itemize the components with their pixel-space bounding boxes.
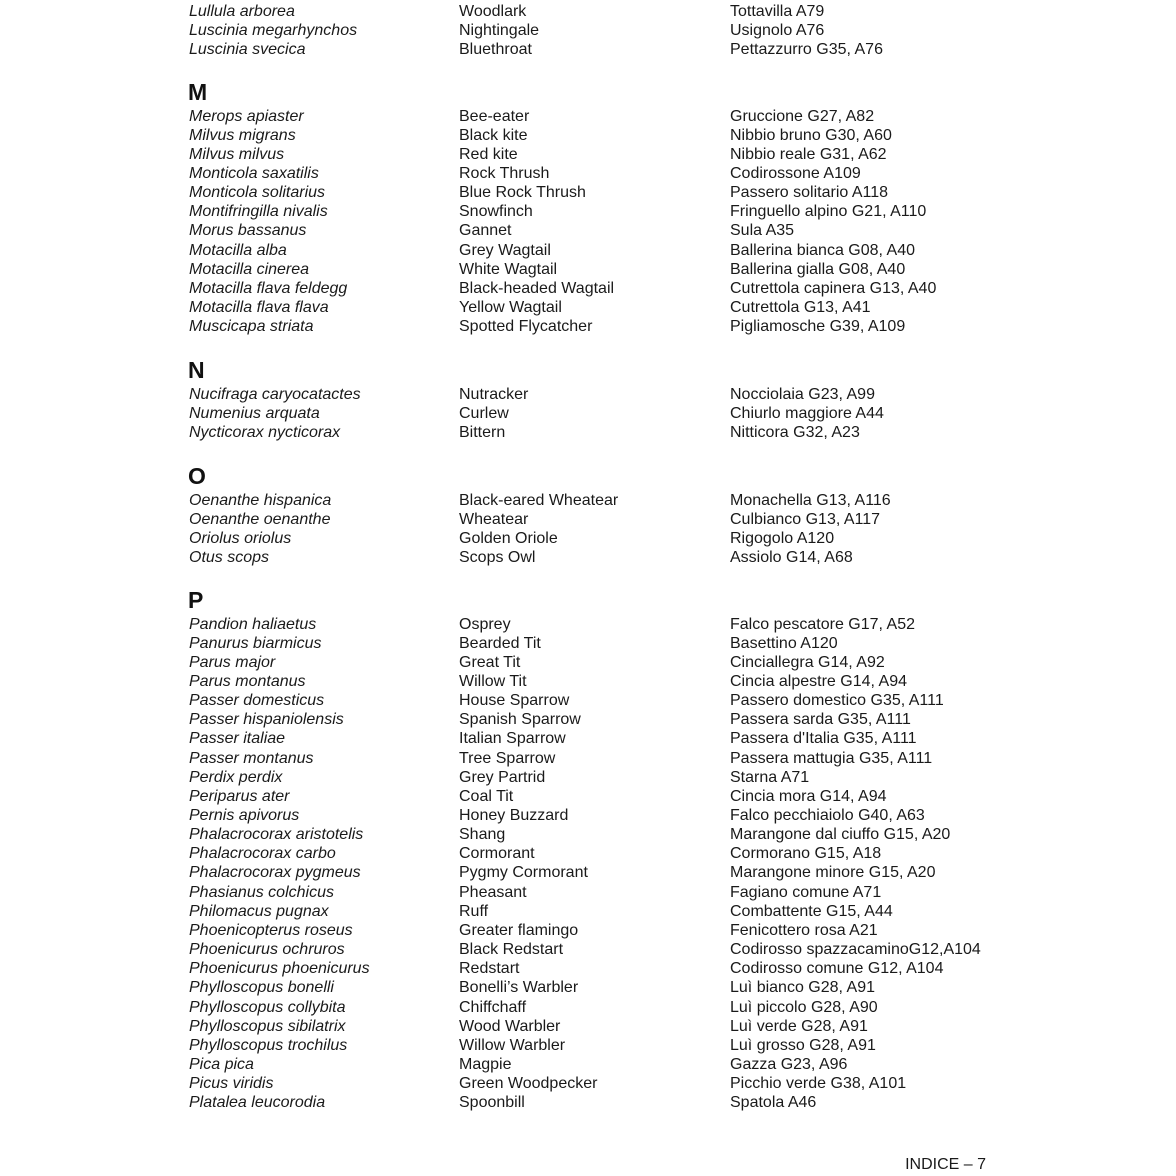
scientific-name: Platalea leucorodia: [189, 1094, 326, 1112]
scientific-name: Oenanthe hispanica: [189, 491, 332, 509]
english-name: Bearded Tit: [459, 634, 541, 652]
italian-name-ref: Nibbio bruno G30, A60: [730, 126, 892, 144]
scientific-name: Luscinia svecica: [189, 40, 306, 58]
italian-name-ref: Sula A35: [730, 222, 795, 240]
index-row: [0, 2, 1176, 21]
scientific-name: Phylloscopus sibilatrix: [189, 1017, 346, 1035]
index-row: [0, 404, 1176, 423]
index-row: [0, 806, 1176, 825]
english-name: Willow Tit: [459, 672, 527, 690]
index-row: [0, 202, 1176, 221]
index-row: [0, 1017, 1176, 1036]
english-name: Curlew: [459, 404, 509, 422]
index-row: [0, 126, 1176, 145]
index-row: [0, 863, 1176, 882]
scientific-name: Phylloscopus bonelli: [189, 979, 334, 997]
english-name: Bee-eater: [459, 107, 530, 125]
section-letter: P: [188, 587, 204, 613]
italian-name-ref: Marangone dal ciuffo G15, A20: [730, 826, 951, 844]
english-name: Pygmy Cormorant: [459, 864, 588, 882]
scientific-name: Phoenicurus phoenicurus: [189, 960, 370, 978]
italian-name-ref: Monachella G13, A116: [730, 491, 891, 509]
index-row: [0, 164, 1176, 183]
english-name: Chiffchaff: [459, 998, 527, 1016]
italian-name-ref: Luì bianco G28, A91: [730, 979, 875, 997]
italian-name-ref: Starna A71: [730, 768, 810, 786]
scientific-name: Panurus biarmicus: [189, 634, 322, 652]
italian-name-ref: Assiolo G14, A68: [730, 548, 853, 566]
index-row: [0, 221, 1176, 240]
scientific-name: Nycticorax nycticorax: [189, 423, 341, 441]
index-row: [0, 423, 1176, 442]
index-row: [0, 385, 1176, 404]
italian-name-ref: Luì verde G28, A91: [730, 1017, 868, 1035]
italian-name-ref: Chiurlo maggiore A44: [730, 404, 884, 422]
italian-name-ref: Tottavilla A79: [730, 2, 825, 20]
italian-name-ref: Passera d'Italia G35, A111: [730, 730, 917, 748]
scientific-name: Montifringilla nivalis: [189, 203, 328, 221]
italian-name-ref: Marangone minore G15, A20: [730, 864, 936, 882]
english-name: Spanish Sparrow: [459, 711, 581, 729]
scientific-name: Lullula arborea: [189, 2, 295, 20]
italian-name-ref: Codirosso comune G12, A104: [730, 960, 944, 978]
scientific-name: Picus viridis: [189, 1075, 274, 1093]
section-letter: N: [188, 357, 205, 383]
index-row: [0, 729, 1176, 748]
index-row: [0, 279, 1176, 298]
scientific-name: Oenanthe oenanthe: [189, 510, 331, 528]
scientific-name: Nucifraga caryocatactes: [189, 385, 361, 403]
english-name: Osprey: [459, 615, 511, 633]
italian-name-ref: Nocciolaia G23, A99: [730, 385, 875, 403]
english-name: Redstart: [459, 960, 520, 978]
index-row: [0, 959, 1176, 978]
english-name: Black-eared Wheatear: [459, 491, 619, 509]
italian-name-ref: Cincia alpestre G14, A94: [730, 672, 907, 690]
english-name: Tree Sparrow: [459, 749, 556, 767]
scientific-name: Oriolus oriolus: [189, 529, 292, 547]
italian-name-ref: Cutrettola capinera G13, A40: [730, 279, 937, 297]
scientific-name: Passer domesticus: [189, 692, 325, 710]
index-row: [0, 672, 1176, 691]
scientific-name: Phoenicurus ochruros: [189, 941, 345, 959]
index-row: [0, 998, 1176, 1017]
english-name: Coal Tit: [459, 787, 514, 805]
index-row: [0, 749, 1176, 768]
italian-name-ref: Nitticora G32, A23: [730, 423, 860, 441]
scientific-name: Phylloscopus trochilus: [189, 1036, 348, 1054]
scientific-name: Philomacus pugnax: [189, 902, 329, 920]
english-name: Woodlark: [459, 2, 527, 20]
index-row: [0, 768, 1176, 787]
english-name: Scops Owl: [459, 548, 536, 566]
italian-name-ref: Codirosso spazzacaminoG12,A104: [730, 941, 981, 959]
scientific-name: Phasianus colchicus: [189, 883, 334, 901]
english-name: Grey Partrid: [459, 768, 546, 786]
english-name: Magpie: [459, 1055, 512, 1073]
scientific-name: Milvus milvus: [189, 145, 285, 163]
index-row: [0, 107, 1176, 126]
italian-name-ref: Cormorano G15, A18: [730, 845, 882, 863]
index-row: [0, 902, 1176, 921]
english-name: Bonelli’s Warbler: [459, 979, 579, 997]
index-row: [0, 1093, 1176, 1112]
english-name: Pheasant: [459, 883, 527, 901]
italian-name-ref: Picchio verde G38, A101: [730, 1075, 907, 1093]
english-name: Black Redstart: [459, 941, 564, 959]
italian-name-ref: Cinciallegra G14, A92: [730, 653, 885, 671]
english-name: Gannet: [459, 222, 512, 240]
scientific-name: Phalacrocorax aristotelis: [189, 826, 364, 844]
italian-name-ref: Passero solitario A118: [730, 184, 889, 202]
index-row: [0, 921, 1176, 940]
scientific-name: Pandion haliaetus: [189, 615, 317, 633]
scientific-name: Motacilla flava feldegg: [189, 279, 348, 297]
italian-name-ref: Fenicottero rosa A21: [730, 921, 878, 939]
index-row: [0, 145, 1176, 164]
index-row: [0, 40, 1176, 59]
english-name: Snowfinch: [459, 203, 533, 221]
italian-name-ref: Combattente G15, A44: [730, 902, 893, 920]
italian-name-ref: Falco pecchiaiolo G40, A63: [730, 807, 925, 824]
scientific-name: Perdix perdix: [189, 768, 283, 786]
index-row: [0, 21, 1176, 40]
index-row: [0, 710, 1176, 729]
italian-name-ref: Ballerina bianca G08, A40: [730, 241, 916, 259]
english-name: Honey Buzzard: [459, 807, 569, 824]
italian-name-ref: Basettino A120: [730, 634, 838, 652]
index-row: [0, 940, 1176, 959]
italian-name-ref: Falco pescatore G17, A52: [730, 615, 915, 633]
english-name: Spoonbill: [459, 1094, 525, 1112]
italian-name-ref: Usignolo A76: [730, 21, 825, 39]
scientific-name: Muscicapa striata: [189, 318, 314, 336]
italian-name-ref: Nibbio reale G31, A62: [730, 145, 887, 163]
scientific-name: Phylloscopus collybita: [189, 998, 346, 1016]
english-name: Black kite: [459, 126, 528, 144]
scientific-name: Milvus migrans: [189, 126, 296, 144]
english-name: Nutracker: [459, 385, 529, 403]
scientific-name: Monticola solitarius: [189, 184, 326, 202]
italian-name-ref: Gazza G23, A96: [730, 1055, 848, 1073]
scientific-name: Passer montanus: [189, 749, 314, 767]
scientific-name: Morus bassanus: [189, 222, 307, 240]
italian-name-ref: Pettazzurro G35, A76: [730, 40, 883, 58]
italian-name-ref: Culbianco G13, A117: [730, 510, 881, 528]
english-name: Ruff: [459, 902, 489, 920]
english-name: Nightingale: [459, 21, 540, 39]
italian-name-ref: Codirossone A109: [730, 164, 861, 182]
index-row: [0, 787, 1176, 806]
italian-name-ref: Rigogolo A120: [730, 529, 835, 547]
index-row: [0, 825, 1176, 844]
index-row: [0, 510, 1176, 529]
scientific-name: Motacilla alba: [189, 241, 287, 259]
scientific-name: Parus major: [189, 653, 276, 671]
scientific-name: Merops apiaster: [189, 107, 304, 125]
index-row: [0, 978, 1176, 997]
english-name: Black-headed Wagtail: [459, 279, 615, 297]
english-name: Blue Rock Thrush: [459, 184, 586, 202]
italian-name-ref: Ballerina gialla G08, A40: [730, 260, 906, 278]
italian-name-ref: Cincia mora G14, A94: [730, 787, 887, 805]
english-name: Bittern: [459, 423, 506, 441]
scientific-name: Phalacrocorax carbo: [189, 845, 336, 863]
english-name: Grey Wagtail: [459, 241, 551, 259]
scientific-name: Pica pica: [189, 1055, 254, 1073]
index-row: [0, 883, 1176, 902]
scientific-name: Motacilla cinerea: [189, 260, 310, 278]
index-row: [0, 1055, 1176, 1074]
italian-name-ref: Luì grosso G28, A91: [730, 1036, 876, 1054]
index-row: [0, 653, 1176, 672]
italian-name-ref: Cutrettola G13, A41: [730, 299, 871, 316]
index-row: [0, 844, 1176, 863]
english-name: White Wagtail: [459, 260, 558, 278]
scientific-name: Luscinia megarhynchos: [189, 21, 358, 39]
italian-name-ref: Passera sarda G35, A111: [730, 711, 911, 729]
english-name: Willow Warbler: [459, 1036, 566, 1054]
index-row: [0, 317, 1176, 336]
english-name: Rock Thrush: [459, 164, 550, 182]
scientific-name: Motacilla flava flava: [189, 299, 329, 316]
english-name: Spotted Flycatcher: [459, 318, 593, 336]
section-letter: O: [188, 463, 206, 489]
scientific-name: Periparus ater: [189, 787, 290, 805]
english-name: Greater flamingo: [459, 921, 579, 939]
scientific-name: Pernis apivorus: [189, 807, 300, 824]
italian-name-ref: Spatola A46: [730, 1094, 817, 1112]
italian-name-ref: Gruccione G27, A82: [730, 107, 875, 125]
index-row: [0, 241, 1176, 260]
index-row: [0, 1036, 1176, 1055]
english-name: Shang: [459, 826, 506, 844]
scientific-name: Numenius arquata: [189, 404, 320, 422]
english-name: Italian Sparrow: [459, 730, 566, 748]
index-row: [0, 1074, 1176, 1093]
italian-name-ref: Pigliamosche G39, A109: [730, 318, 906, 336]
english-name: Bluethroat: [459, 40, 532, 58]
english-name: Red kite: [459, 145, 518, 163]
index-row: [0, 491, 1176, 510]
index-row: [0, 183, 1176, 202]
scientific-name: Otus scops: [189, 548, 270, 566]
italian-name-ref: Passero domestico G35, A111: [730, 692, 944, 710]
index-row: [0, 548, 1176, 567]
italian-name-ref: Luì piccolo G28, A90: [730, 998, 878, 1016]
scientific-name: Phoenicopterus roseus: [189, 921, 353, 939]
page-number: INDICE – 7: [905, 1156, 986, 1173]
italian-name-ref: Passera mattugia G35, A111: [730, 749, 933, 767]
index-row: [0, 529, 1176, 548]
section-letter: M: [188, 79, 208, 105]
index-row: [0, 634, 1176, 653]
english-name: House Sparrow: [459, 692, 570, 710]
english-name: Green Woodpecker: [459, 1075, 598, 1093]
index-row: [0, 298, 1176, 317]
italian-name-ref: Fringuello alpino G21, A110: [730, 203, 927, 221]
english-name: Golden Oriole: [459, 529, 558, 547]
english-name: Great Tit: [459, 653, 521, 671]
english-name: Wood Warbler: [459, 1017, 561, 1035]
scientific-name: Passer italiae: [189, 730, 286, 748]
italian-name-ref: Fagiano comune A71: [730, 883, 882, 901]
scientific-name: Monticola saxatilis: [189, 164, 319, 182]
english-name: Wheatear: [459, 510, 529, 528]
index-row: [0, 615, 1176, 634]
english-name: Cormorant: [459, 845, 535, 863]
scientific-name: Passer hispaniolensis: [189, 711, 344, 729]
scientific-name: Parus montanus: [189, 672, 306, 690]
index-row: [0, 260, 1176, 279]
scientific-name: Phalacrocorax pygmeus: [189, 864, 361, 882]
english-name: Yellow Wagtail: [459, 299, 562, 316]
index-row: [0, 691, 1176, 710]
